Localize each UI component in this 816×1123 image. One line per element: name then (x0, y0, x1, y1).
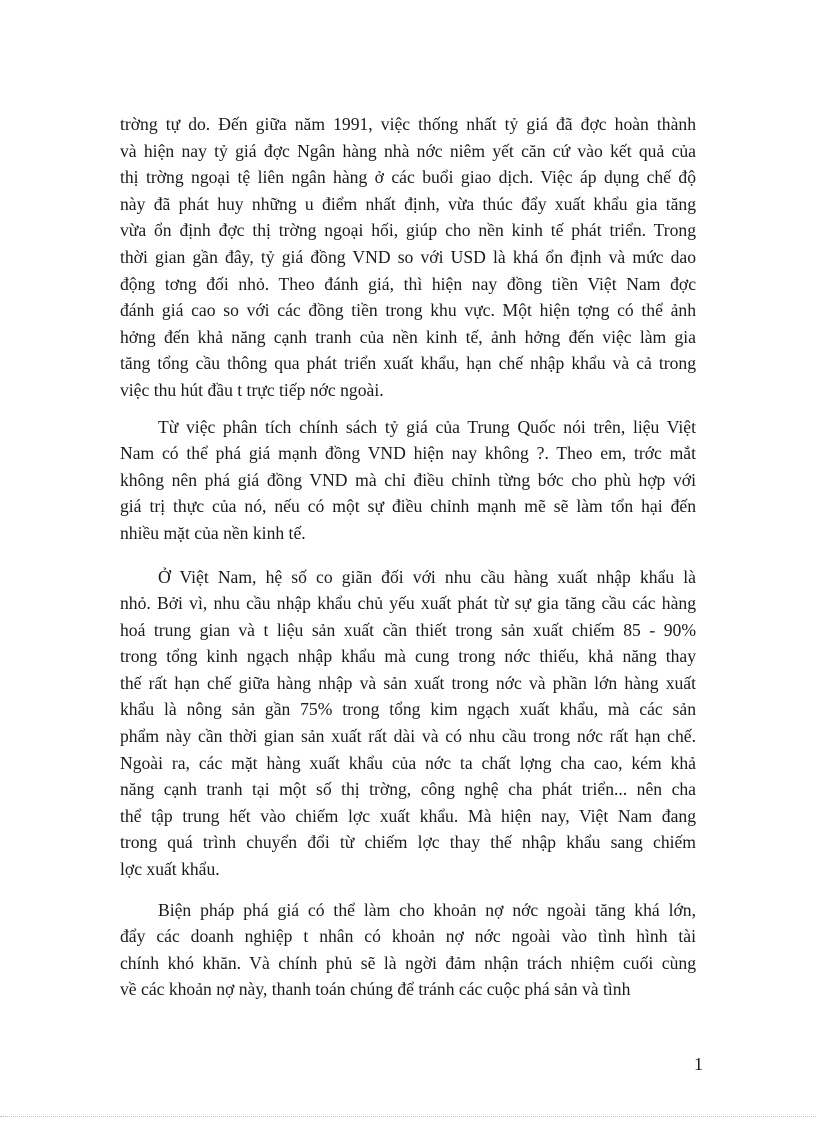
text-line: Nam có thể phá giá mạnh đồng VND hiện nay không ?. Theo em, trớc mắt (120, 443, 696, 464)
text-line: khẩu là nông sản gần 75% trong tổng kim ngạch xuất khẩu, mà các sản (120, 699, 696, 720)
text-line: nhỏ. Bởi vì, nhu cầu nhập khẩu chủ yếu xuất phát từ sự gia tăng cầu các hàng (120, 593, 696, 614)
text-line: giá trị thực của nó, nếu có một sự điều chỉnh mạnh mẽ sẽ làm tổn hại đến (120, 496, 696, 517)
text-line: Ngoài ra, các mặt hàng xuất khẩu của nớc ta chất lợng cha cao, kém khả (120, 752, 696, 773)
paragraph-foreign-debt (120, 897, 696, 1003)
paragraph-elasticity (120, 564, 696, 883)
text-line: thời gian gần đây, tỷ giá đồng VND so với USD là khá ổn định và mức dao (120, 246, 696, 267)
text-line: hởng đến khả năng cạnh tranh của nền kinh tế, ảnh hởng đến việc làm gia (120, 326, 696, 347)
text-line: và hiện nay tỷ giá đợc Ngân hàng nhà nớc niêm yết căn cứ vào kết quả của (120, 140, 696, 161)
text-line: hoá trung gian và t liệu sản xuất cần thiết trong sản xuất chiếm 85 - 90% (120, 619, 696, 640)
text-line: đẩy các doanh nghiệp t nhân có khoản nợ nớc ngoài vào tình hình tài (120, 926, 696, 947)
text-line: trờng tự do. Đến giữa năm 1991, việc thống nhất tỷ giá đã đợc hoàn thành (120, 114, 696, 134)
text-line: không nên phá giá đồng VND mà chỉ điều chỉnh từng bớc cho phù hợp với (120, 469, 696, 490)
text-line: đánh giá cao so với các đồng tiền trong khu vực. Một hiện tợng có thể ảnh (120, 300, 696, 321)
page-footer-rule (0, 1116, 816, 1117)
paragraph-exchange-rate-history (120, 111, 696, 404)
text-line: Từ việc phân tích chính sách tỷ giá của Trung Quốc nói trên, liệu Việt (158, 416, 696, 437)
text-line: Biện pháp phá giá có thể làm cho khoản nợ nớc ngoài tăng khá lớn, (158, 899, 696, 920)
text-line: chính khó khăn. Và chính phủ sẽ là ngời đảm nhận trách nhiệm cuối cùng (120, 952, 696, 973)
text-line: vừa ổn định đợc thị trờng ngoại hối, giúp cho nền kinh tế phát triển. Trong (120, 220, 696, 241)
text-line: về các khoản nợ này, thanh toán chúng để tránh các cuộc phá sản và tình (120, 979, 631, 1000)
text-line: động tơng đối nhỏ. Theo đánh giá, thì hiện nay đồng tiền Việt Nam đợc (120, 273, 696, 294)
text-line: năng cạnh tranh tại một số thị trờng, công nghệ cha phát triển... nên cha (120, 779, 696, 800)
text-line: thể tập trung hết vào chiếm lợc xuất khẩu. Mà hiện nay, Việt Nam đang (120, 805, 696, 826)
text-line: lợc xuất khẩu. (120, 859, 220, 880)
body-text (120, 111, 696, 1003)
text-line: thị trờng ngoại tệ liên ngân hàng ở các buổi giao dịch. Việc áp dụng chế độ (120, 167, 696, 188)
text-line: thế rất hạn chế giữa hàng nhập và sản xuất trong nớc và phần lớn hàng xuất (120, 672, 696, 693)
text-line: này đã phát huy những u điểm nhất định, vừa thúc đẩy xuất khẩu gia tăng (120, 193, 696, 214)
page-number: 1 (694, 1054, 703, 1074)
paragraph-devaluation-question (120, 414, 696, 547)
text-line: phẩm này cần thời gian sản xuất rất dài và có nhu cầu trong nớc rất hạn chế. (120, 726, 696, 747)
text-line: trong tổng kinh ngạch nhập khẩu mà cung trong nớc thiếu, khả năng thay (120, 646, 696, 667)
text-line: tăng tổng cầu thông qua phát triển xuất khẩu, hạn chế nhập khẩu và cả trong (120, 353, 696, 374)
text-line: nhiều mặt của nền kinh tế. (120, 522, 306, 543)
text-line: trong quá trình chuyển đổi từ chiếm lợc thay thế nhập khẩu sang chiếm (120, 832, 696, 853)
text-line: việc thu hút đầu t trực tiếp nớc ngoài. (120, 379, 384, 400)
text-line: Ở Việt Nam, hệ số co giãn đối với nhu cầu hàng xuất nhập khẩu là (158, 566, 696, 587)
